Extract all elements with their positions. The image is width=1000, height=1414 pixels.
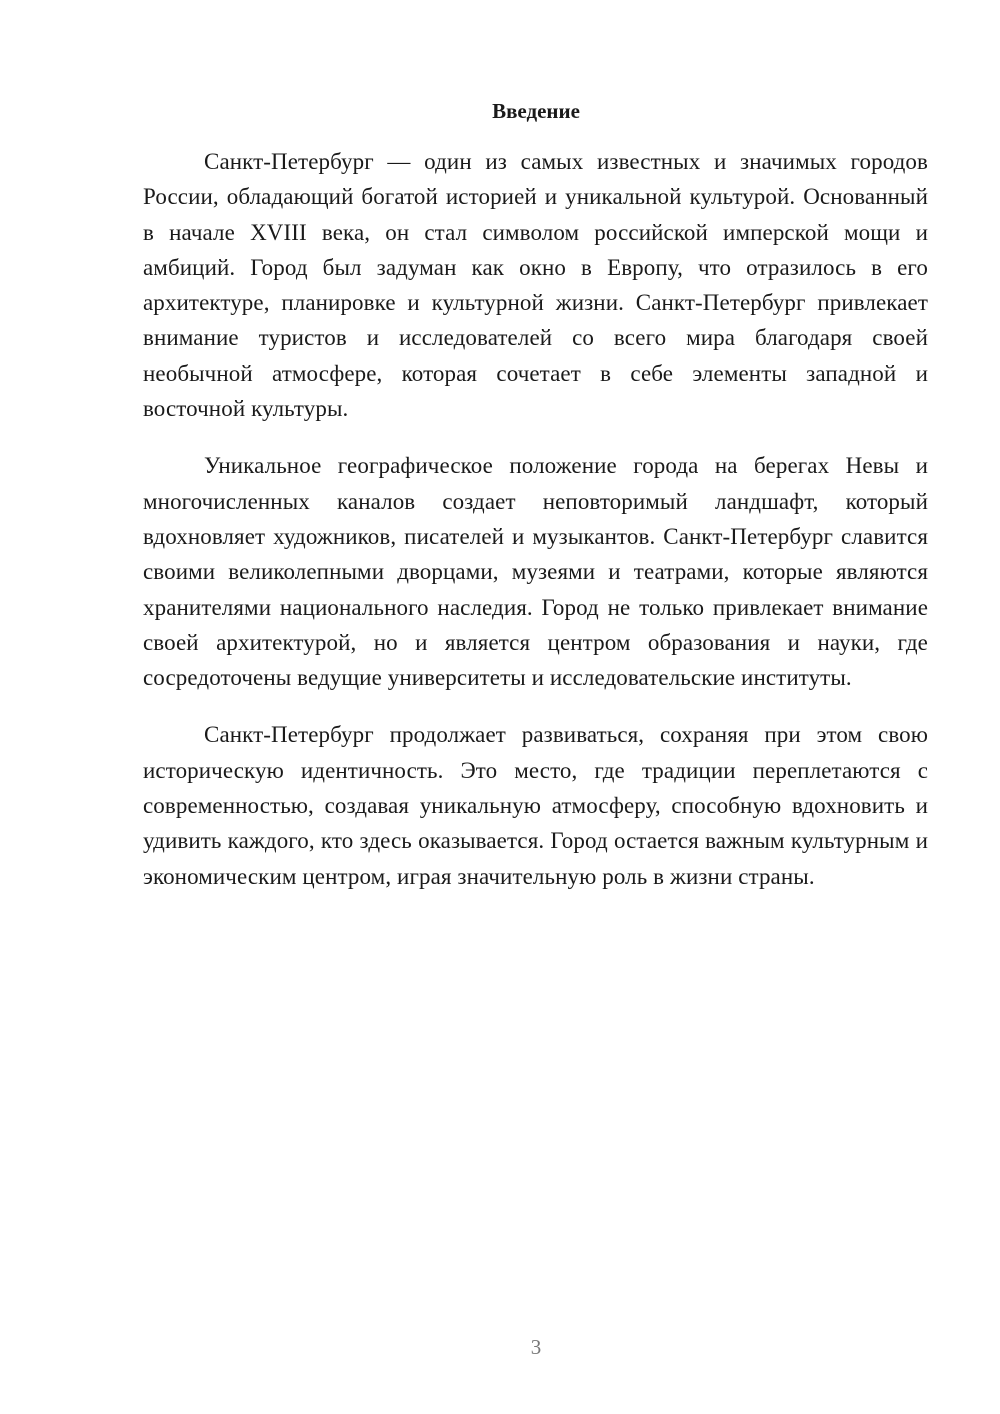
paragraph-3: Санкт-Петербург продолжает развиваться, сохраняя при этом свою историческую идентичность. Это место, где традиции переплетаются с современностью, создавая уникальную атмосферу, способную вдохновить и удивить каждого, кто здесь оказывается. Город остается важным культурным и экономическим центром, играя значительную роль в жизни страны. (143, 722, 928, 889)
page-number: 3 (530, 1335, 542, 1359)
paragraph-2: Уникальное географическое положение города на берегах Невы и многочисленных каналов создает неповторимый ландшафт, который вдохновляет художников, писателей и музыкантов. Санкт-Петербург славится своими великолепными дворцами, музеями и театрами, которые являются хранителями национального наследия. Город не только привлекает внимание своей архитектурой, но и является центром образования и науки, где сосредоточены ведущие университеты и исследовательские институты. (143, 453, 928, 691)
body-text (143, 144, 928, 916)
section-heading: Введение (492, 99, 580, 123)
paragraph-1: Санкт-Петербург — один из самых известных и значимых городов России, обладающий богатой историей и уникальной культурой. Основанный в начале XVIII века, он стал символом российской имперской мощи и амбиций. Город был задуман как окно в Европу, что отразилось в его архитектуре, планировке и культурной жизни. Санкт-Петербург привлекает внимание туристов и исследователей со всего мира благодаря своей необычной атмосфере, которая сочетает в себе элементы западной и восточной культуры. (143, 149, 928, 422)
